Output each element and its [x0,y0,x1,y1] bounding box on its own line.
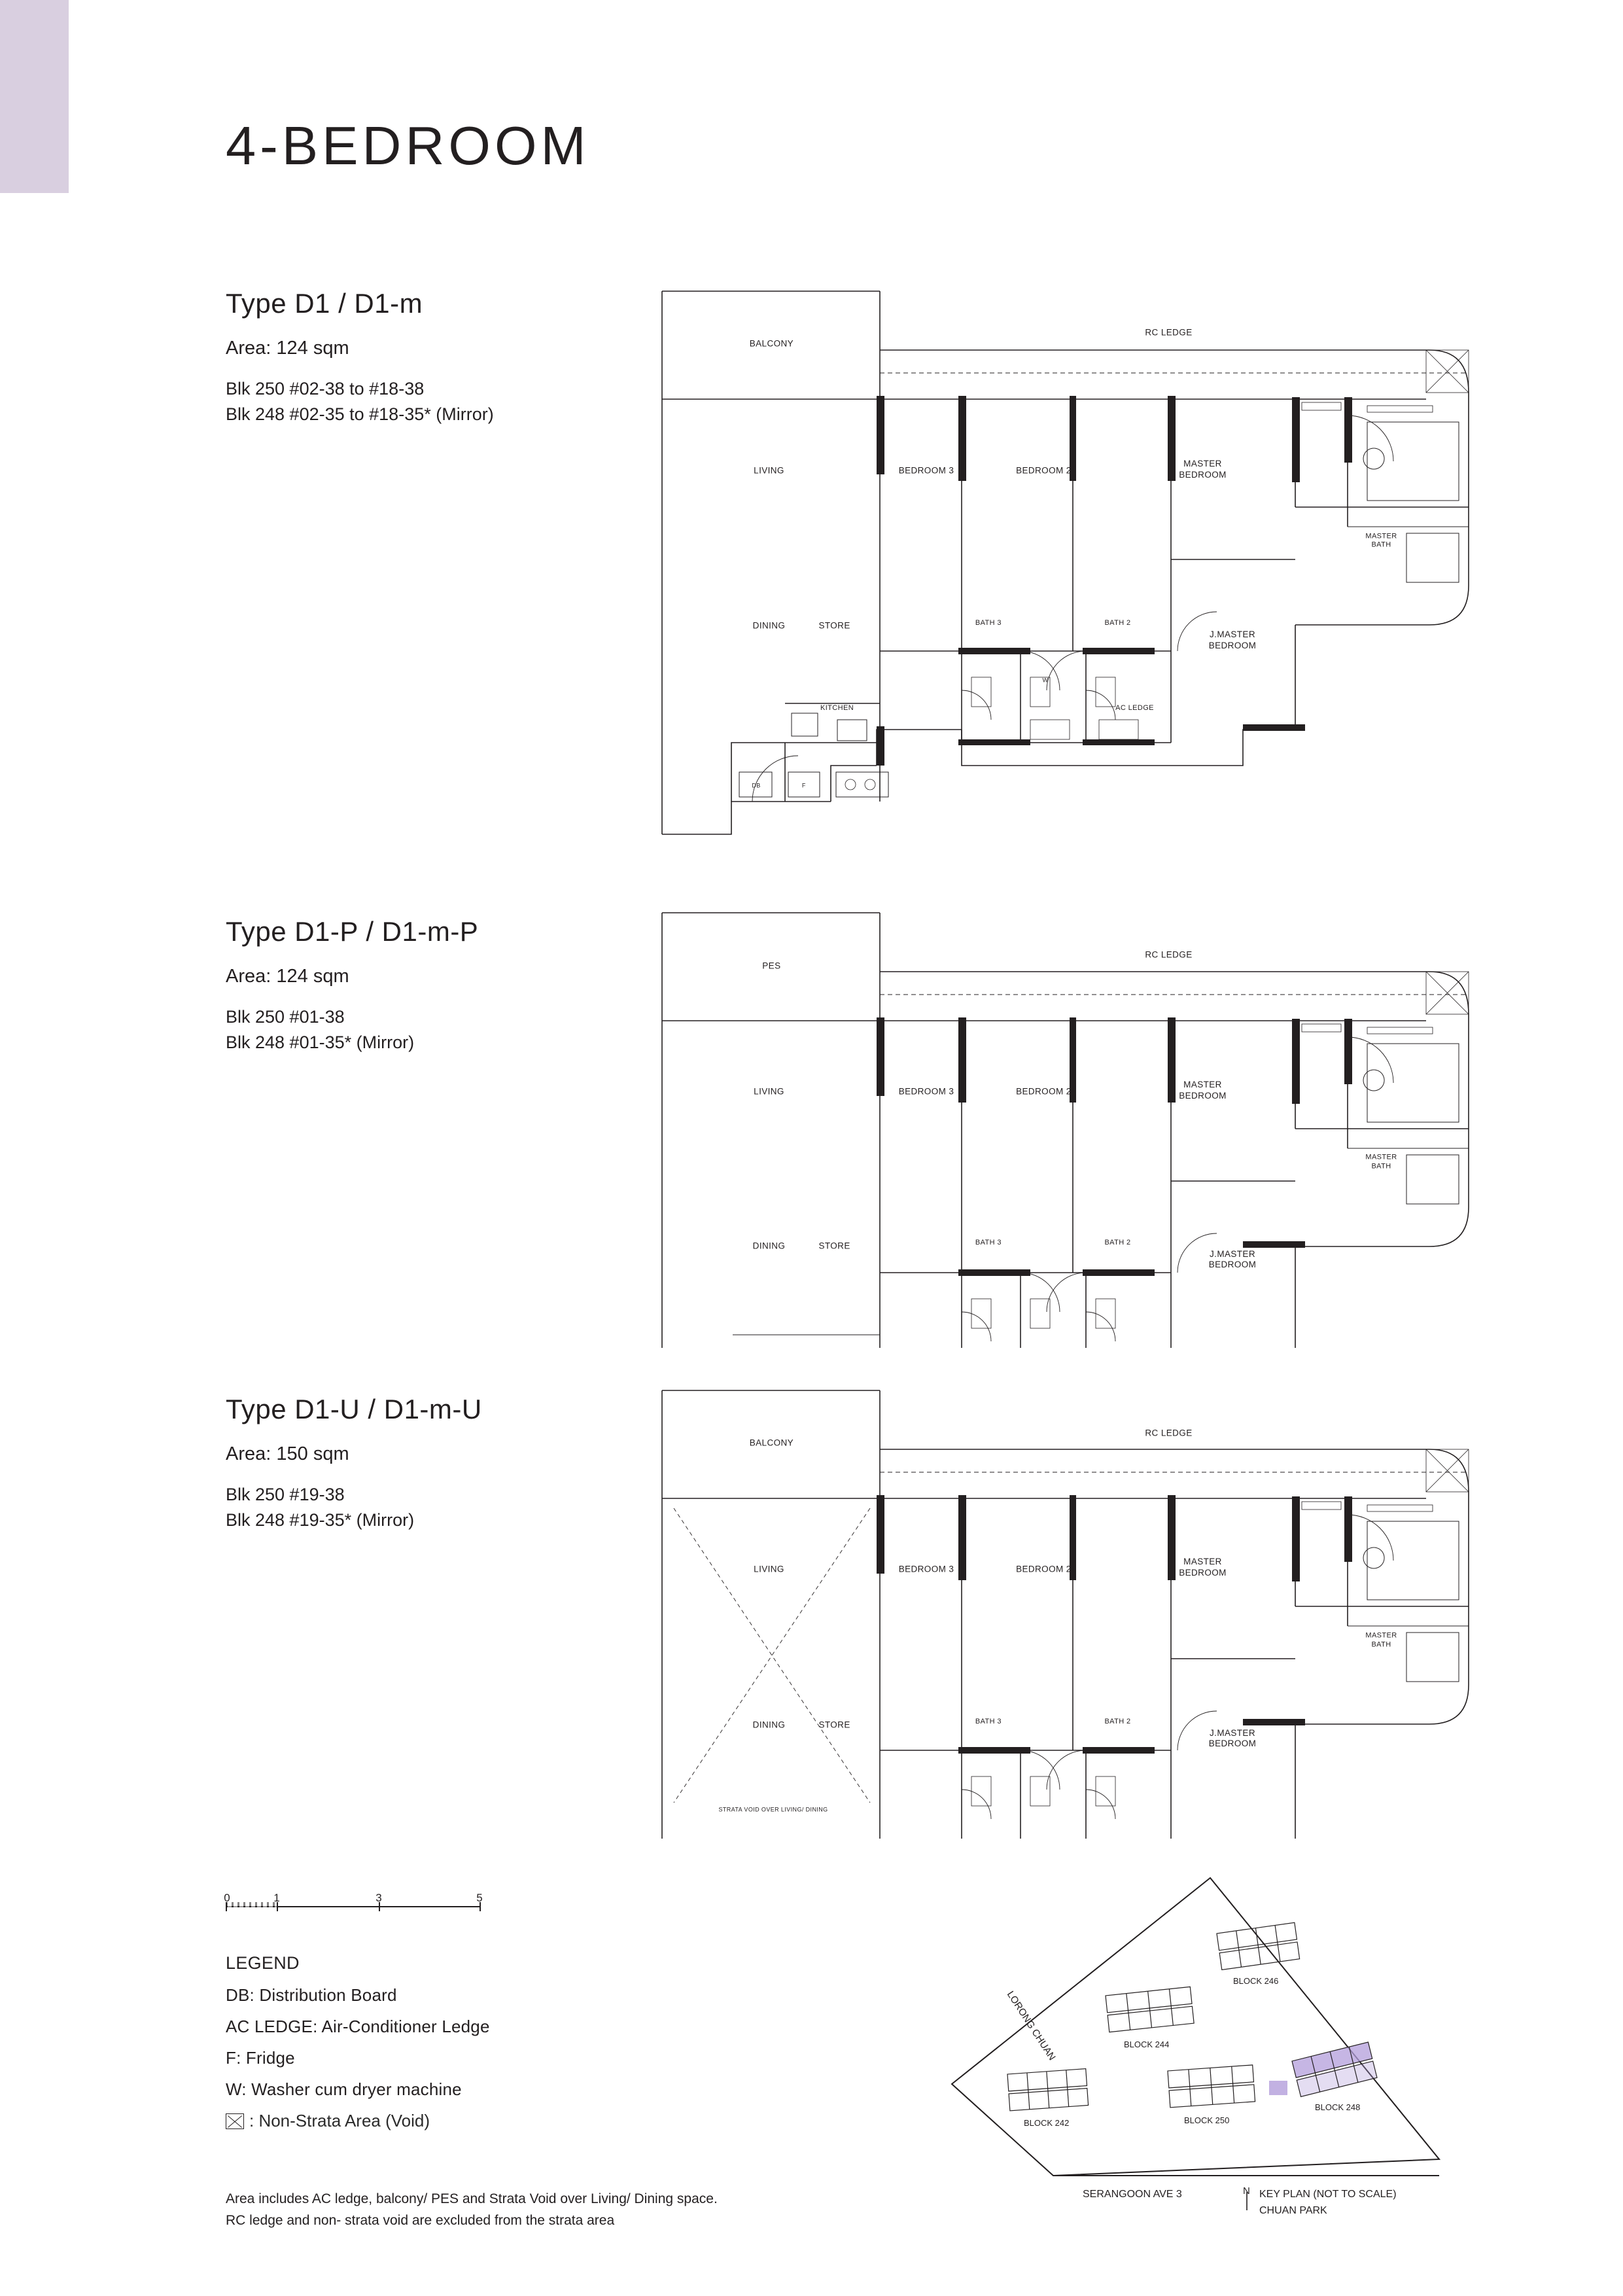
legend-item-acledge: AC LEDGE: Air-Conditioner Ledge [226,2017,490,2036]
room-label-dining-3: DINING [752,1720,786,1730]
plan-type-label-2: Type D1-P / D1-m-P [226,916,479,947]
room-label-dining-1: DINING [752,620,786,631]
room-label-master-1: MASTER BEDROOM [1179,458,1227,480]
room-label-bath2-1: BATH 2 [1104,618,1131,627]
room-label-bath2-2: BATH 2 [1104,1239,1131,1247]
plan-units-2-line2: Blk 248 #01-35* (Mirror) [226,1033,415,1053]
area-note: Area includes AC ledge, balcony/ PES and Strata Void over Living/ Dining space. RC ledge and non- strata void are excluded from the strata area [226,2191,718,2228]
room-label-balcony-3: BALCONY [749,1438,794,1448]
room-label-bath3-1: BATH 3 [975,618,1002,627]
plan-type-label-1: Type D1 / D1-m [226,288,423,319]
plan-block-2 [226,916,478,1055]
keyplan-block-244-label: BLOCK 244 [1124,2040,1170,2049]
room-label-store-3: STORE [818,1720,850,1730]
floorplan-drawing-2 [654,906,1505,1351]
room-label-rcledge-3: RC LEDGE [1145,1428,1193,1438]
scale-label-1: 1 [273,1892,280,1904]
room-label-jmaster-2: J.MASTER BEDROOM [1208,1248,1257,1270]
plan-units-3-line1: Blk 250 #19-38 [226,1485,345,1504]
room-label-pes-2: PES [762,961,781,971]
scale-label-5: 5 [476,1892,483,1904]
scale-bar [224,1892,483,1918]
plan-units-3-line2: Blk 248 #19-35* (Mirror) [226,1510,415,1530]
room-label-store-1: STORE [818,620,850,631]
room-label-bedroom2-3: BEDROOM 2 [1016,1564,1072,1574]
keyplan-block-242-label: BLOCK 242 [1024,2118,1070,2128]
room-label-master-3: MASTER BEDROOM [1179,1557,1227,1578]
room-label-bedroom3-2: BEDROOM 3 [898,1086,954,1097]
plan-units-1-line2: Blk 248 #02-35 to #18-35* (Mirror) [226,404,494,425]
keyplan-block-246-label: BLOCK 246 [1233,1976,1279,1986]
plan-units-1-line1: Blk 250 #02-38 to #18-38 [226,379,425,398]
room-label-rcledge-2: RC LEDGE [1145,949,1193,960]
legend-item-washer: W: Washer cum dryer machine [226,2079,462,2099]
room-label-kitchen-1: KITCHEN [820,704,854,713]
room-label-masterbath-1: MASTER BATH [1365,531,1397,549]
room-label-jmaster-3: J.MASTER BEDROOM [1208,1727,1257,1749]
room-label-dining-2: DINING [752,1241,786,1251]
room-label-bath3-2: BATH 3 [975,1239,1002,1247]
room-label-living-3: LIVING [754,1564,784,1574]
plan-type-label-3: Type D1-U / D1-m-U [226,1394,482,1424]
room-label-store-2: STORE [818,1241,850,1251]
north-arrow-label: N [1243,2185,1250,2197]
keyplan-block-250-label: BLOCK 250 [1184,2115,1230,2125]
room-label-living-1: LIVING [754,465,784,476]
key-plan [935,1868,1452,2261]
room-label-bedroom2-2: BEDROOM 2 [1016,1086,1072,1097]
legend-item-db: DB: Distribution Board [226,1985,397,2005]
legend-title: LEGEND [226,1953,300,1973]
room-label-master-2: MASTER BEDROOM [1179,1080,1227,1101]
room-label-bath3-3: BATH 3 [975,1717,1002,1725]
plan-block-1 [226,288,494,427]
room-label-bedroom3-3: BEDROOM 3 [898,1564,954,1574]
room-label-washer-1: W [1042,677,1049,684]
keyplan-road-serangoon: SERANGOON AVE 3 [1083,2189,1182,2200]
page-title: 4-BEDROOM [226,115,590,176]
scale-label-3: 3 [375,1892,382,1904]
room-label-masterbath-2: MASTER BATH [1365,1153,1397,1170]
plan-area-2: Area: 124 sqm [226,966,349,987]
legend [226,1953,880,2142]
legend-item-void-label: : Non-Strata Area (Void) [249,2111,430,2130]
keyplan-caption-line2: CHUAN PARK [1259,2205,1327,2216]
room-label-acledge-1: AC LEDGE [1115,704,1154,713]
room-label-living-2: LIVING [754,1086,784,1097]
room-label-rcledge-1: RC LEDGE [1145,327,1193,338]
keyplan-road-lorong-chuan: LORONG CHUAN [1004,1989,1058,2063]
room-label-db-1: DB [752,781,761,788]
legend-item-void [226,2111,880,2131]
room-label-fridge-1: F [801,781,806,788]
scale-hatch [226,1902,277,1907]
scale-label-0: 0 [224,1892,230,1904]
plan-area-1: Area: 124 sqm [226,338,349,359]
void-hatch-icon [226,2113,244,2129]
room-label-masterbath-3: MASTER BATH [1365,1631,1397,1648]
legend-item-fridge: F: Fridge [226,2048,295,2068]
room-label-balcony-1: BALCONY [749,338,794,349]
plan-block-3 [226,1394,482,1533]
room-label-bath2-3: BATH 2 [1104,1717,1131,1725]
floorplan-drawing-1 [654,285,1505,854]
plan-area-3: Area: 150 sqm [226,1443,349,1464]
corner-accent-tab [0,0,69,193]
room-label-bedroom3-1: BEDROOM 3 [898,465,954,476]
keyplan-caption-line1: KEY PLAN (NOT TO SCALE) [1259,2189,1397,2200]
plan-units-2-line1: Blk 250 #01-38 [226,1007,345,1027]
room-label-jmaster-1: J.MASTER BEDROOM [1208,629,1257,650]
room-label-strata-void-3: STRATA VOID OVER LIVING/ DINING [718,1806,828,1813]
floorplan-drawing-3 [654,1384,1505,1842]
keyplan-block-248-label: BLOCK 248 [1315,2102,1361,2112]
room-label-bedroom2-1: BEDROOM 2 [1016,465,1072,476]
